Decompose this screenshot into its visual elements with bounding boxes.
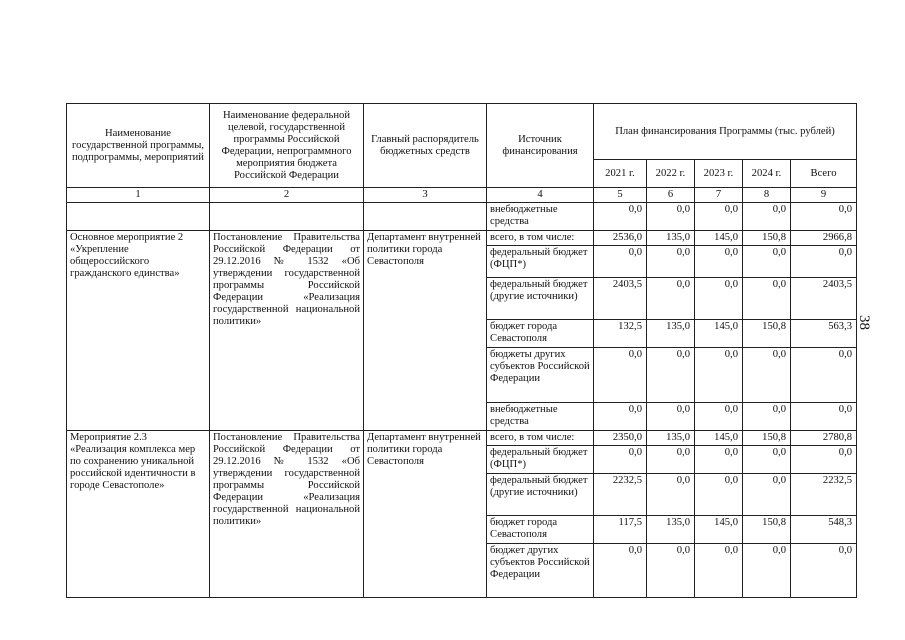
source-cell: федеральный бюджет (ФЦП*) xyxy=(487,446,594,474)
source-cell: федеральный бюджет (ФЦП*) xyxy=(487,246,594,278)
header-year: 2024 г. xyxy=(743,160,791,188)
header-financing-plan: План финансирования Программы (тыс. рублей) xyxy=(594,104,857,160)
value-cell: 2403,5 xyxy=(791,278,857,320)
header-budget-manager: Главный распорядитель бюджетных средств xyxy=(364,104,487,188)
value-cell: 0,0 xyxy=(695,446,743,474)
value-cell: 135,0 xyxy=(647,320,695,348)
empty-cell xyxy=(67,203,210,231)
value-cell: 0,0 xyxy=(695,278,743,320)
value-cell: 145,0 xyxy=(695,431,743,446)
value-cell: 0,0 xyxy=(647,544,695,598)
value-cell: 2536,0 xyxy=(594,231,647,246)
value-cell: 0,0 xyxy=(695,348,743,403)
header-total: Всего xyxy=(791,160,857,188)
value-cell: 0,0 xyxy=(743,403,791,431)
value-cell: 0,0 xyxy=(743,203,791,231)
column-number: 6 xyxy=(647,188,695,203)
value-cell: 0,0 xyxy=(647,246,695,278)
empty-cell xyxy=(210,203,364,231)
federal-program-cell: Постановление Правительства Российской Федерации от 29.12.2016 № 1532 «Об утверждении государственной программы Российской Федерации «Реализация государственной национальной политики» xyxy=(210,231,364,431)
table-row xyxy=(67,231,857,246)
financing-table xyxy=(66,103,857,598)
value-cell: 563,3 xyxy=(791,320,857,348)
value-cell: 0,0 xyxy=(594,348,647,403)
value-cell: 0,0 xyxy=(594,403,647,431)
value-cell: 0,0 xyxy=(647,203,695,231)
source-cell: всего, в том числе: xyxy=(487,231,594,246)
value-cell: 0,0 xyxy=(647,348,695,403)
value-cell: 135,0 xyxy=(647,231,695,246)
source-cell: бюджет города Севастополя xyxy=(487,320,594,348)
value-cell: 132,5 xyxy=(594,320,647,348)
header-funding-source: Источник финансирования xyxy=(487,104,594,188)
source-cell: федеральный бюджет (другие источники) xyxy=(487,474,594,516)
value-cell: 0,0 xyxy=(791,348,857,403)
value-cell: 0,0 xyxy=(791,446,857,474)
source-cell: внебюджетные средства xyxy=(487,403,594,431)
source-cell: всего, в том числе: xyxy=(487,431,594,446)
value-cell: 2232,5 xyxy=(594,474,647,516)
value-cell: 0,0 xyxy=(743,544,791,598)
value-cell: 150,8 xyxy=(743,431,791,446)
value-cell: 150,8 xyxy=(743,320,791,348)
column-number: 5 xyxy=(594,188,647,203)
column-number: 9 xyxy=(791,188,857,203)
value-cell: 145,0 xyxy=(695,231,743,246)
value-cell: 0,0 xyxy=(594,246,647,278)
value-cell: 117,5 xyxy=(594,516,647,544)
empty-cell xyxy=(364,203,487,231)
header-year: 2023 г. xyxy=(695,160,743,188)
measure-name: Мероприятие 2.3 «Реализация комплекса мер по сохранению уникальной российской идентичности в городе Севастополе» xyxy=(67,431,210,598)
value-cell: 135,0 xyxy=(647,516,695,544)
column-number: 2 xyxy=(210,188,364,203)
header-year: 2021 г. xyxy=(594,160,647,188)
header-year: 2022 г. xyxy=(647,160,695,188)
budget-manager-cell: Департамент внутренней политики города Севастополя xyxy=(364,431,487,598)
federal-program-cell: Постановление Правительства Российской Федерации от 29.12.2016 № 1532 «Об утверждении государственной программы Российской Федерации «Реализация государственной национальной политики» xyxy=(210,431,364,598)
value-cell: 0,0 xyxy=(594,544,647,598)
page-number: 38 xyxy=(856,315,872,330)
value-cell: 2403,5 xyxy=(594,278,647,320)
value-cell: 135,0 xyxy=(647,431,695,446)
value-cell: 0,0 xyxy=(791,203,857,231)
value-cell: 0,0 xyxy=(647,474,695,516)
value-cell: 150,8 xyxy=(743,516,791,544)
value-cell: 0,0 xyxy=(743,446,791,474)
value-cell: 0,0 xyxy=(647,403,695,431)
value-cell: 145,0 xyxy=(695,320,743,348)
value-cell: 150,8 xyxy=(743,231,791,246)
value-cell: 0,0 xyxy=(743,348,791,403)
value-cell: 145,0 xyxy=(695,516,743,544)
value-cell: 0,0 xyxy=(743,246,791,278)
source-cell: внебюджетные средства xyxy=(487,203,594,231)
value-cell: 2350,0 xyxy=(594,431,647,446)
column-numbers-row xyxy=(67,188,857,203)
value-cell: 0,0 xyxy=(791,246,857,278)
column-number: 8 xyxy=(743,188,791,203)
value-cell: 0,0 xyxy=(647,446,695,474)
header-program-name: Наименование государственной программы, подпрограммы, мероприятий xyxy=(67,104,210,188)
column-number: 4 xyxy=(487,188,594,203)
value-cell: 0,0 xyxy=(695,474,743,516)
value-cell: 0,0 xyxy=(594,446,647,474)
source-cell: бюджеты других субъектов Российской Федерации xyxy=(487,348,594,403)
table-row xyxy=(67,431,857,446)
budget-manager-cell: Департамент внутренней политики города Севастополя xyxy=(364,231,487,431)
source-cell: бюджет города Севастополя xyxy=(487,516,594,544)
value-cell: 0,0 xyxy=(791,544,857,598)
value-cell: 0,0 xyxy=(743,278,791,320)
source-cell: бюджет других субъектов Российской Федерации xyxy=(487,544,594,598)
source-cell: федеральный бюджет (другие источники) xyxy=(487,278,594,320)
value-cell: 0,0 xyxy=(695,403,743,431)
measure-name: Основное мероприятие 2 «Укрепление общероссийского гражданского единства» xyxy=(67,231,210,431)
value-cell: 0,0 xyxy=(743,474,791,516)
value-cell: 0,0 xyxy=(647,278,695,320)
table-row xyxy=(67,203,857,231)
value-cell: 0,0 xyxy=(695,544,743,598)
column-number: 1 xyxy=(67,188,210,203)
value-cell: 2232,5 xyxy=(791,474,857,516)
value-cell: 0,0 xyxy=(594,203,647,231)
column-number: 7 xyxy=(695,188,743,203)
header-federal-program: Наименование федеральной целевой, государственной программы Российской Федерации, непрограммного мероприятия бюджета Российской Федерации xyxy=(210,104,364,188)
value-cell: 2966,8 xyxy=(791,231,857,246)
value-cell: 0,0 xyxy=(695,203,743,231)
value-cell: 0,0 xyxy=(791,403,857,431)
value-cell: 0,0 xyxy=(695,246,743,278)
value-cell: 2780,8 xyxy=(791,431,857,446)
value-cell: 548,3 xyxy=(791,516,857,544)
column-number: 3 xyxy=(364,188,487,203)
